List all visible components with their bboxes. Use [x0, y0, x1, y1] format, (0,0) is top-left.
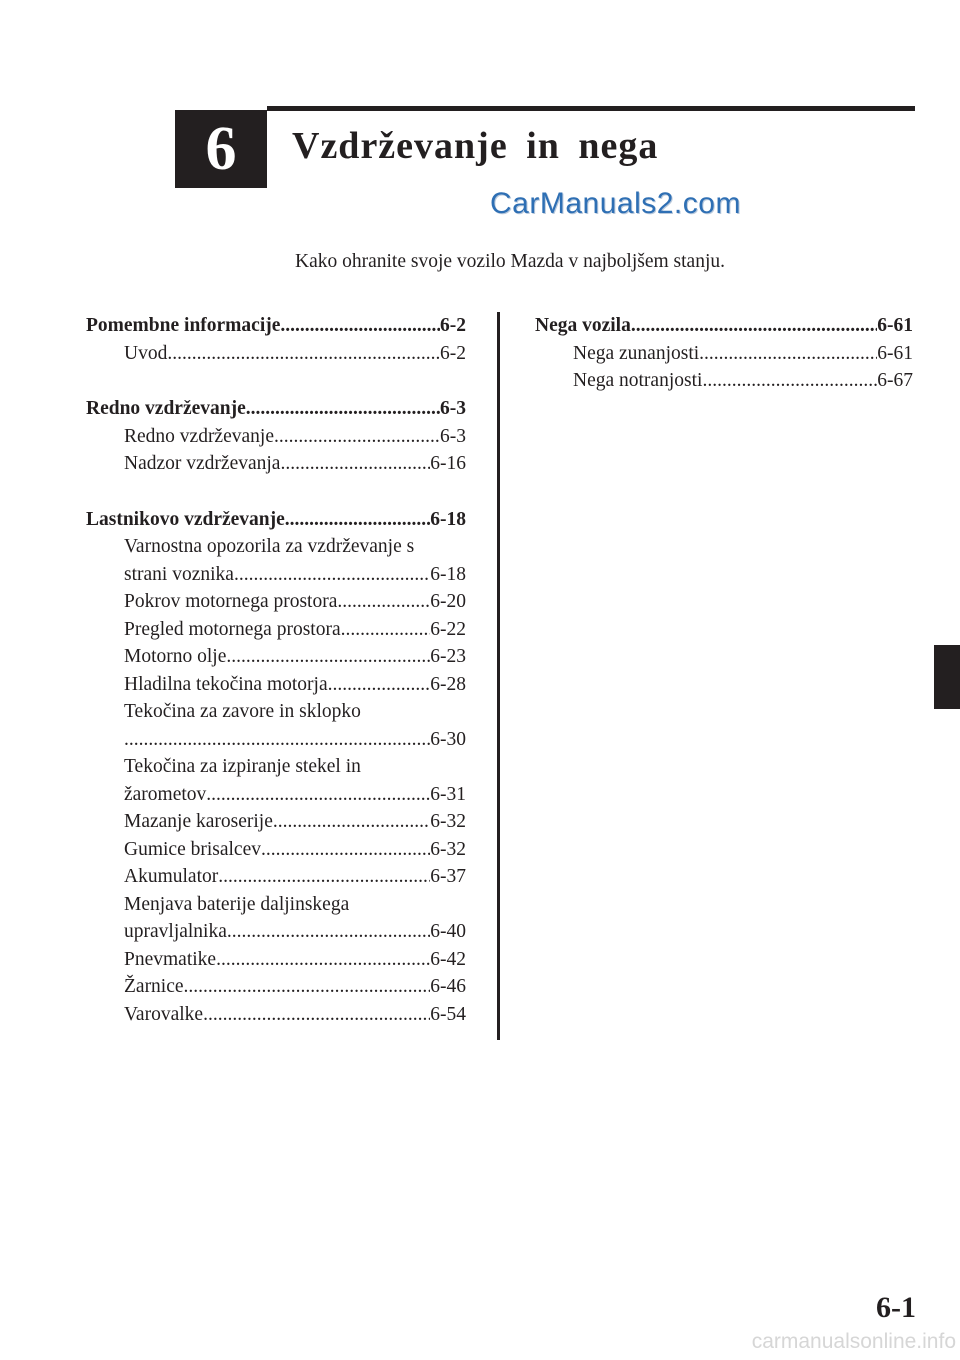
toc-section-heading[interactable]: [86, 506, 466, 534]
toc-left-column: [86, 312, 466, 1056]
toc-entry-continuation[interactable]: [124, 726, 466, 754]
dot-leader: [274, 423, 440, 451]
dot-leader: [246, 395, 440, 423]
page-number: 6-1: [876, 1291, 916, 1324]
dot-leader: [280, 312, 440, 340]
toc-entry-continuation[interactable]: [124, 781, 466, 809]
dot-leader: [184, 973, 431, 1001]
dot-leader: [261, 836, 430, 864]
toc-entry-label: Mazanje karoserije: [124, 811, 273, 832]
toc-entry-page: 6-23: [430, 646, 466, 667]
toc-entry-continuation-page: 6-31: [430, 783, 466, 805]
toc-section: [86, 506, 466, 1029]
toc-entry-continuation[interactable]: [124, 561, 466, 589]
dot-leader: [203, 1001, 430, 1029]
chapter-title: Vzdrževanje in nega: [292, 125, 659, 167]
dot-leader: [167, 340, 440, 368]
dot-leader: [234, 561, 430, 589]
toc-entry-page: 6-20: [430, 591, 466, 612]
toc-section: [535, 312, 913, 395]
toc-entry-label: Nadzor vzdrževanja: [124, 453, 281, 474]
toc-entry-label: Redno vzdrževanje: [124, 425, 274, 447]
dot-leader: [280, 450, 430, 478]
toc-entry-page: 6-28: [430, 673, 466, 695]
toc-entry-label: Pregled motornega prostora: [124, 618, 341, 640]
toc-entry-page: 6-42: [430, 948, 466, 970]
toc-section-heading-page: 6-3: [440, 398, 466, 419]
toc-entry-continuation-label: upravljalnika: [124, 921, 227, 942]
toc-entry-label: Nega zunanjosti: [573, 342, 700, 364]
watermark-bottom: carmanualsonline.info: [751, 1330, 956, 1353]
toc-entry-label: Pnevmatike: [124, 948, 217, 970]
toc-entry-label: Tekočina za izpiranje stekel in: [124, 756, 361, 777]
toc-entry-label: Uvod: [124, 342, 168, 364]
chapter-header-rule: [267, 106, 915, 111]
chapter-number-badge: 6: [175, 110, 267, 188]
toc-entry-page: 6-22: [430, 618, 466, 640]
dot-leader: [699, 340, 877, 368]
toc-entry-page: 6-32: [430, 811, 466, 832]
dot-leader: [702, 367, 877, 395]
toc-section: [86, 312, 466, 367]
chapter-intro: Kako ohranite svoje vozilo Mazda v najboljšem stanju.: [295, 251, 725, 272]
dot-leader: [218, 863, 430, 891]
toc-entry[interactable]: [573, 340, 913, 368]
toc-entry-continuation-label: strani voznika: [124, 563, 234, 585]
toc-entry[interactable]: [124, 808, 466, 836]
toc-entry-page: 6-3: [440, 425, 466, 447]
toc-entry-label: Pokrov motornega prostora: [124, 591, 338, 612]
dot-leader: [285, 506, 430, 534]
toc-entry[interactable]: [124, 588, 466, 616]
toc-section-heading-label: Pomembne informacije: [86, 315, 281, 336]
toc-entry-label: Tekočina za zavore in sklopko: [124, 701, 361, 722]
toc-section-heading-page: 6-18: [430, 508, 466, 530]
dot-leader: [124, 726, 430, 754]
toc-right-column: [535, 312, 913, 423]
toc-entry[interactable]: [124, 698, 466, 726]
toc-section-heading-label: Nega vozila: [535, 315, 631, 336]
toc-entry-label: Varnostna opozorila za vzdrževanje s: [124, 536, 415, 557]
toc-entry-continuation[interactable]: [124, 918, 466, 946]
dot-leader: [216, 946, 430, 974]
toc-entry[interactable]: [124, 671, 466, 699]
toc-entry-page: 6-54: [430, 1003, 466, 1025]
chapter-side-tab: [934, 645, 960, 709]
toc-entry-page: 6-61: [877, 342, 913, 364]
dot-leader: [631, 312, 877, 340]
toc-entry-page: 6-32: [430, 838, 466, 860]
toc-entry[interactable]: [124, 643, 466, 671]
toc-entry-continuation-page: 6-30: [430, 728, 466, 750]
toc-entry-label: Varovalke: [124, 1003, 204, 1025]
toc-entry-label: Motorno olje: [124, 646, 227, 667]
toc-section: [86, 395, 466, 478]
toc-section-heading-page: 6-2: [440, 315, 466, 336]
toc-entry-continuation-page: 6-40: [430, 921, 466, 942]
toc-entry-label: Gumice brisalcev: [124, 838, 261, 860]
toc-entry-label: Nega notranjosti: [573, 370, 703, 391]
toc-entry[interactable]: [124, 533, 466, 561]
toc-entry-page: 6-46: [430, 976, 466, 997]
toc-entry[interactable]: [124, 616, 466, 644]
dot-leader: [226, 643, 430, 671]
toc-entry[interactable]: [124, 423, 466, 451]
toc-entry[interactable]: [124, 973, 466, 1001]
dot-leader: [206, 781, 430, 809]
toc-entry-page: 6-67: [877, 370, 913, 391]
toc-entry[interactable]: [124, 1001, 466, 1029]
toc-entry-label: Hladilna tekočina motorja: [124, 673, 328, 695]
dot-leader: [328, 671, 431, 699]
toc-entry[interactable]: [124, 753, 466, 781]
toc-section-heading-page: 6-61: [877, 315, 913, 336]
toc-entry[interactable]: [124, 863, 466, 891]
dot-leader: [337, 588, 430, 616]
toc-section-heading[interactable]: [86, 395, 466, 423]
column-divider: [497, 312, 500, 1040]
dot-leader: [227, 918, 430, 946]
toc-section-heading[interactable]: [86, 312, 466, 340]
toc-entry-page: 6-2: [440, 342, 466, 364]
toc-entry[interactable]: [124, 836, 466, 864]
toc-entry-label: Menjava baterije daljinskega: [124, 893, 350, 915]
dot-leader: [273, 808, 430, 836]
toc-entry-continuation-page: 6-18: [430, 563, 466, 585]
toc-entry-page: 6-16: [430, 453, 466, 474]
toc-entry[interactable]: [124, 340, 466, 368]
toc-entry-label: Žarnice: [124, 976, 184, 997]
toc-section-heading-label: Redno vzdrževanje: [86, 398, 246, 419]
dot-leader: [341, 616, 431, 644]
watermark-top: CarManuals2.com: [490, 187, 741, 220]
toc-entry[interactable]: [124, 946, 466, 974]
toc-entry[interactable]: [124, 450, 466, 478]
toc-entry-label: Akumulator: [124, 866, 219, 887]
toc-entry[interactable]: [573, 367, 913, 395]
toc-entry-continuation-label: žarometov: [124, 783, 207, 805]
toc-section-heading[interactable]: [535, 312, 913, 340]
toc-entry-page: 6-37: [430, 866, 466, 887]
toc-section-heading-label: Lastnikovo vzdrževanje: [86, 508, 285, 530]
toc-entry[interactable]: [124, 891, 466, 919]
